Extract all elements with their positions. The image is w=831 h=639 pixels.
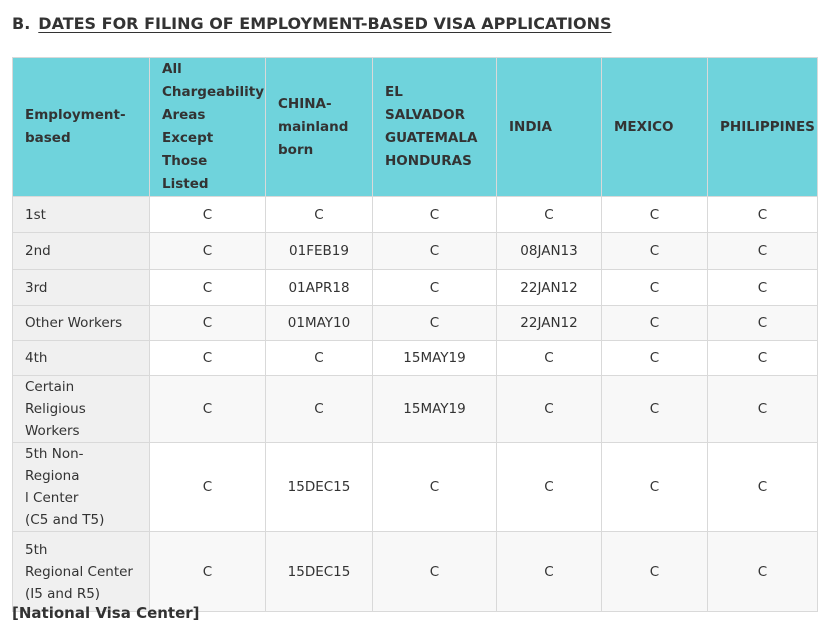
header-line: mainland — [278, 118, 349, 135]
header-line: Those Listed — [162, 153, 209, 192]
table-cell: C — [373, 532, 497, 612]
row-label — [13, 197, 150, 233]
table-cell: C — [708, 233, 818, 270]
header-all-chargeability — [150, 58, 266, 197]
row-label-line: Other Workers — [25, 315, 123, 331]
table-cell: C — [150, 233, 266, 270]
table-cell: C — [150, 197, 266, 233]
table-cell: C — [708, 443, 818, 532]
row-label-line: 5th — [25, 541, 48, 558]
header-line: Employment- — [25, 107, 126, 123]
table-cell: C — [602, 270, 708, 306]
table-cell: 01MAY10 — [266, 306, 373, 341]
table-cell: C — [266, 197, 373, 233]
national-visa-center-label: [National Visa Center] — [12, 604, 200, 622]
table-header-row — [13, 58, 818, 197]
header-line: PHILIPPINES — [720, 118, 815, 135]
table-cell: C — [150, 376, 266, 443]
header-line: GUATEMALA — [385, 130, 478, 146]
table-cell: C — [373, 306, 497, 341]
table-cell: C — [373, 197, 497, 233]
header-china — [266, 58, 373, 197]
header-line: MEXICO — [614, 118, 674, 135]
section-letter: B. — [12, 14, 31, 33]
table-row — [13, 532, 818, 612]
table-cell: C — [497, 532, 602, 612]
header-line: EL SALVADOR — [385, 84, 465, 123]
row-label-line: Certain Religious — [25, 379, 86, 417]
table-row — [13, 306, 818, 341]
table-cell: C — [497, 197, 602, 233]
header-employment-based — [13, 58, 150, 197]
header-mexico — [602, 58, 708, 197]
row-label — [13, 532, 150, 612]
table-cell: C — [602, 197, 708, 233]
table-cell: C — [708, 306, 818, 341]
table-cell: C — [708, 376, 818, 443]
header-line: All — [162, 61, 182, 77]
table-cell: 15DEC15 — [266, 443, 373, 532]
section-heading: DATES FOR FILING OF EMPLOYMENT-BASED VISA APPLICATIONS — [38, 14, 612, 33]
table-cell: C — [373, 270, 497, 306]
header-line: CHINA- — [278, 95, 332, 112]
table-row — [13, 270, 818, 306]
header-philippines — [708, 58, 818, 197]
row-label — [13, 270, 150, 306]
header-line: based — [25, 130, 71, 146]
table-cell: 22JAN12 — [497, 270, 602, 306]
section-title — [12, 14, 612, 33]
table-cell: C — [708, 532, 818, 612]
table-cell: 08JAN13 — [497, 233, 602, 270]
table-cell: 22JAN12 — [497, 306, 602, 341]
table-cell: C — [150, 341, 266, 376]
table-cell: C — [150, 443, 266, 532]
row-label-line: 1st — [25, 206, 46, 223]
row-label-line: l Center — [25, 490, 79, 506]
table-cell: C — [497, 443, 602, 532]
header-india — [497, 58, 602, 197]
table-cell: C — [373, 443, 497, 532]
visa-dates-table — [12, 57, 818, 612]
table-cell: 15MAY19 — [373, 341, 497, 376]
header-el-salvador-guatemala-honduras — [373, 58, 497, 197]
table-cell: C — [373, 233, 497, 270]
table-row — [13, 341, 818, 376]
table-cell: C — [708, 197, 818, 233]
table-cell: C — [602, 443, 708, 532]
table-cell: C — [602, 233, 708, 270]
header-line: HONDURAS — [385, 153, 472, 169]
row-label — [13, 306, 150, 341]
row-label-line: Workers — [25, 423, 80, 439]
row-label-line: (I5 and R5) — [25, 585, 101, 602]
table-cell: C — [602, 376, 708, 443]
table-cell: 15MAY19 — [373, 376, 497, 443]
row-label-line: 5th Non-Regiona — [25, 446, 84, 484]
row-label — [13, 376, 150, 443]
table-cell: C — [150, 532, 266, 612]
header-line: INDIA — [509, 118, 552, 135]
table-cell: C — [266, 341, 373, 376]
table-cell: C — [602, 532, 708, 612]
table-cell: C — [150, 306, 266, 341]
header-line: Areas Except — [162, 107, 214, 146]
row-label — [13, 341, 150, 376]
row-label — [13, 443, 150, 532]
table-cell: C — [266, 376, 373, 443]
row-label-line: Regional Center — [25, 563, 133, 580]
row-label — [13, 233, 150, 270]
row-label-line: 2nd — [25, 243, 51, 259]
header-line: born — [278, 141, 314, 158]
table-cell: C — [602, 306, 708, 341]
header-line: Chargeability — [162, 84, 265, 100]
table-row — [13, 376, 818, 443]
row-label-line: 4th — [25, 350, 48, 366]
table-cell: C — [497, 376, 602, 443]
table-cell: 15DEC15 — [266, 532, 373, 612]
table-cell: C — [497, 341, 602, 376]
table-cell: C — [150, 270, 266, 306]
table-row — [13, 443, 818, 532]
table-cell: 01FEB19 — [266, 233, 373, 270]
row-label-line: (C5 and T5) — [25, 512, 105, 528]
table-cell: C — [708, 341, 818, 376]
table-row — [13, 233, 818, 270]
table-cell: 01APR18 — [266, 270, 373, 306]
table-cell: C — [708, 270, 818, 306]
table-cell: C — [602, 341, 708, 376]
row-label-line: 3rd — [25, 279, 48, 296]
table-row — [13, 197, 818, 233]
